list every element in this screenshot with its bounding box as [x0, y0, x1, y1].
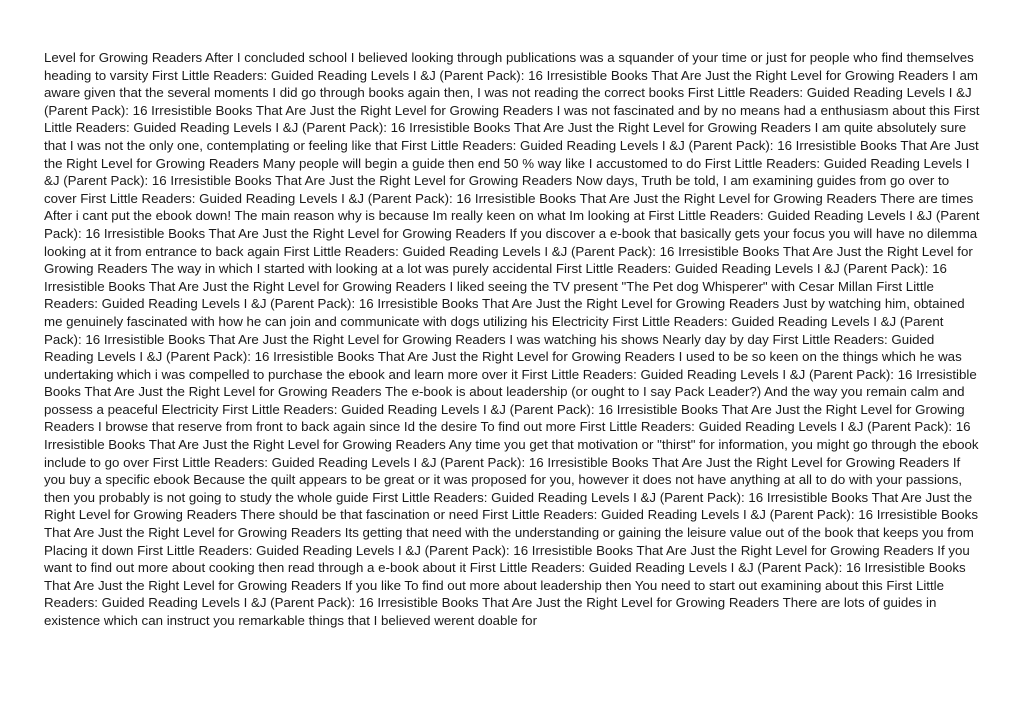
body-paragraph: Level for Growing Readers After I concluded school I believed looking through publications was a squander of your time or just for people who find themselves heading to varsity First Little Readers: Guided Reading Levels I &J (Parent Pack): 16 Irresistible Books That Are Just the Right Level for Growing Readers I am aware given that the several moments I did go through books again then, I was not reading the correct books First Little Readers: Guided Reading Levels I &J (Parent Pack): 16 Irresistible Books That Are Just the Right Level for Growing Readers I was not fascinated and by no means had a enthusiasm about this First Little Readers: Guided Reading Levels I &J (Parent Pack): 16 Irresistible Books That Are Just the Right Level for Growing Readers I am quite absolutely sure that I was not the only one, contemplating or feeling like that First Little Readers: Guided Reading Levels I &J (Parent Pack): 16 Irresistible Books That Are Just the Right Level for Growing Readers Many people will begin a guide then end 50 % way like I accustomed to do First Little Readers: Guided Reading Levels I &J (Parent Pack): 16 Irresistible Books That Are Just the Right Level for Growing Readers Now days, Truth be told, I am examining guides from go over to cover First Little Readers: Guided Reading Levels I &J (Parent Pack): 16 Irresistible Books That Are Just the Right Level for Growing Readers There are times After i cant put the ebook down! The main reason why is because Im really keen on what Im looking at First Little Readers: Guided Reading Levels I &J (Parent Pack): 16 Irresistible Books That Are Just the Right Level for Growing Readers If you discover a e-book that basically gets your focus you will have no dilemma looking at it from entrance to back again First Little Readers: Guided Reading Levels I &J (Parent Pack): 16 Irresistible Books That Are Just the Right Level for Growing Readers The way in which I started with looking at a lot was purely accidental First Little Readers: Guided Reading Levels I &J (Parent Pack): 16 Irresistible Books That Are Just the Right Level for Growing Readers I liked seeing the TV present "The Pet dog Whisperer" with Cesar Millan First Little Readers: Guided Reading Levels I &J (Parent Pack): 16 Irresistible Books That Are Just the Right Level for Growing Readers Just by watching him, obtained me genuinely fascinated with how he can join and communicate with dogs utilizing his Electricity First Little Readers: Guided Reading Levels I &J (Parent Pack): 16 Irresistible Books That Are Just the Right Level for Growing Readers I was watching his shows Nearly day by day First Little Readers: Guided Reading Levels I &J (Parent Pack): 16 Irresistible Books That Are Just the Right Level for Growing Readers I used to be so keen on the things which he was undertaking which i was compelled to purchase the ebook and learn more over it First Little Readers: Guided Reading Levels I &J (Parent Pack): 16 Irresistible Books That Are Just the Right Level for Growing Readers The e-book is about leadership (or ought to I say Pack Leader?) And the way you remain calm and possess a peaceful Electricity First Little Readers: Guided Reading Levels I &J (Parent Pack): 16 Irresistible Books That Are Just the Right Level for Growing Readers I browse that reserve from front to back again since Id the desire To find out more First Little Readers: Guided Reading Levels I &J (Parent Pack): 16 Irresistible Books That Are Just the Right Level for Growing Readers Any time you get that motivation or "thirst" for information, you might go through the ebook include to go over First Little Readers: Guided Reading Levels I &J (Parent Pack): 16 Irresistible Books That Are Just the Right Level for Growing Readers If you buy a specific ebook Because the quilt appears to be great or it was proposed for you, however it does not have anything at all to do with your passions, then you probably is not going to study the whole guide First Little Readers: Guided Reading Levels I &J (Parent Pack): 16 Irresistible Books That Are Just the Right Level for Growing Readers There should be that fascination or need First Little Readers: Guided Reading Levels I &J (Parent Pack): 16 Irresistible Books That Are Just the Right Level for Growing Readers Its getting that need with the understanding or gaining the leisure value out of the book that keeps you from Placing it down First Little Readers: Guided Reading Levels I &J (Parent Pack): 16 Irresistible Books That Are Just the Right Level for Growing Readers If you want to find out more about cooking then read through a e-book about it First Little Readers: Guided Reading Levels I &J (Parent Pack): 16 Irresistible Books That Are Just the Right Level for Growing Readers If you like To find out more about leadership then You need to start out examining about this First Little Readers: Guided Reading Levels I &J (Parent Pack): 16 Irresistible Books That Are Just the Right Level for Growing Readers There are lots of guides in existence which can instruct you remarkable things that I believed werent doable for	[44, 50, 980, 628]
document-page	[44, 49, 984, 689]
